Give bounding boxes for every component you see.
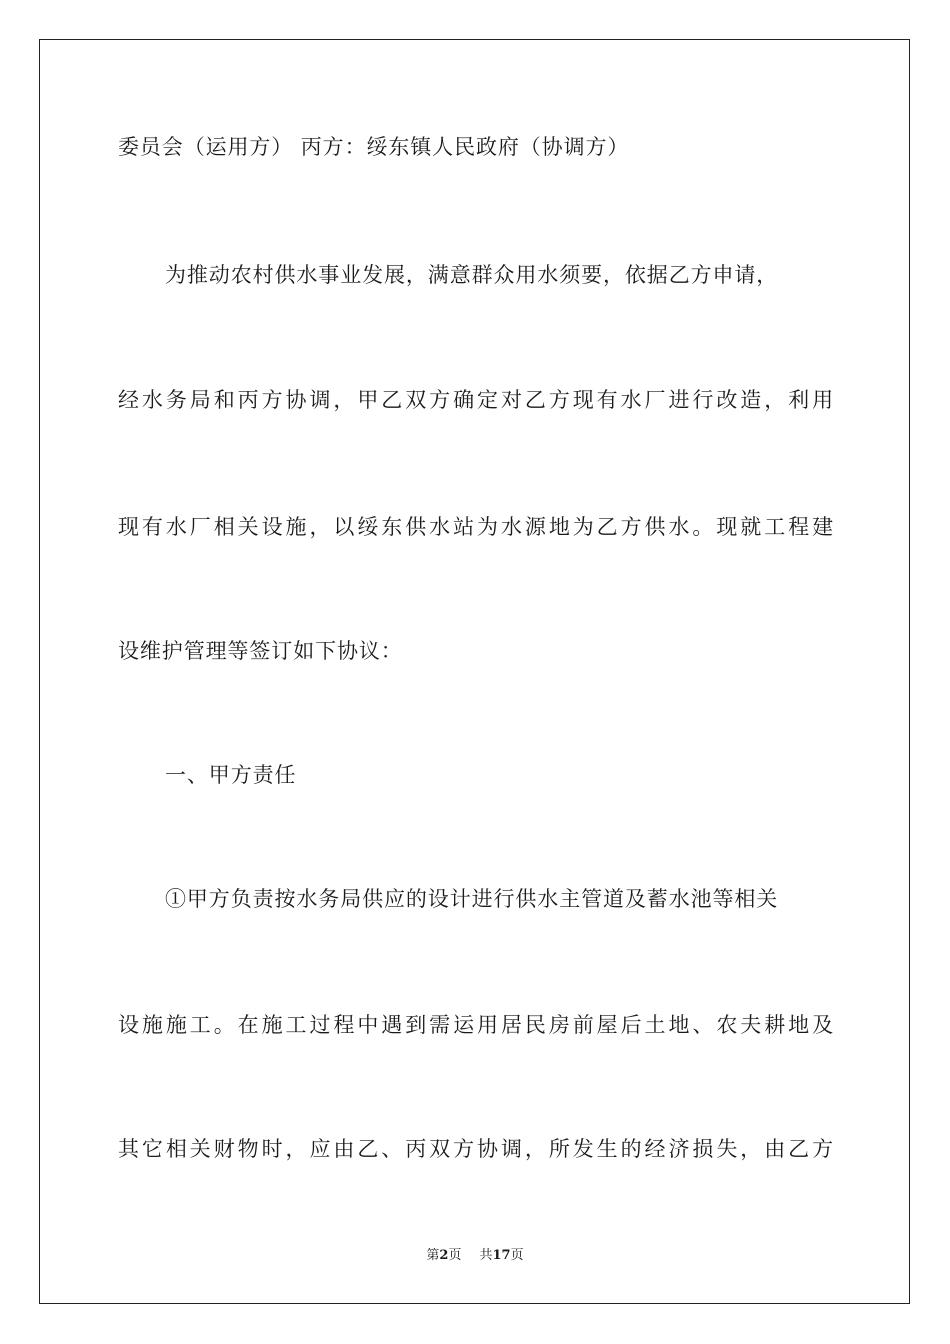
paragraph-1-line-3: 现有水厂相关设施，以绥东供水站为水源地为乙方供水。现就工程建 [118,515,834,539]
page-border [39,39,910,1304]
footer-total-pages: 17 [492,1248,511,1263]
paragraph-1-line-1: 为推动农村供水事业发展，满意群众用水须要，依据乙方申请， [165,263,779,287]
footer-page-suffix: 页 [448,1248,462,1263]
footer-page-prefix: 第 [426,1248,440,1263]
footer-page-number: 2 [439,1248,449,1263]
text-line-1: 委员会（运用方） 丙方：绥东镇人民政府（协调方） [118,135,630,159]
paragraph-2-line-1: ①甲方负责按水务局供应的设计进行供水主管道及蓄水池等相关 [165,887,779,911]
page-footer [0,1247,950,1265]
footer-total-prefix: 共 [479,1248,493,1263]
paragraph-2-line-3: 其它相关财物时，应由乙、丙双方协调，所发生的经济损失，由乙方 [118,1137,834,1161]
paragraph-2-line-2: 设施施工。在施工过程中遇到需运用居民房前屋后土地、农夫耕地及 [118,1013,834,1037]
paragraph-1-line-4: 设维护管理等签订如下协议： [118,639,403,663]
paragraph-1-line-2: 经水务局和丙方协调，甲乙双方确定对乙方现有水厂进行改造，利用 [118,388,834,412]
footer-total-suffix: 页 [510,1248,524,1263]
section-heading: 一、甲方责任 [165,763,297,787]
